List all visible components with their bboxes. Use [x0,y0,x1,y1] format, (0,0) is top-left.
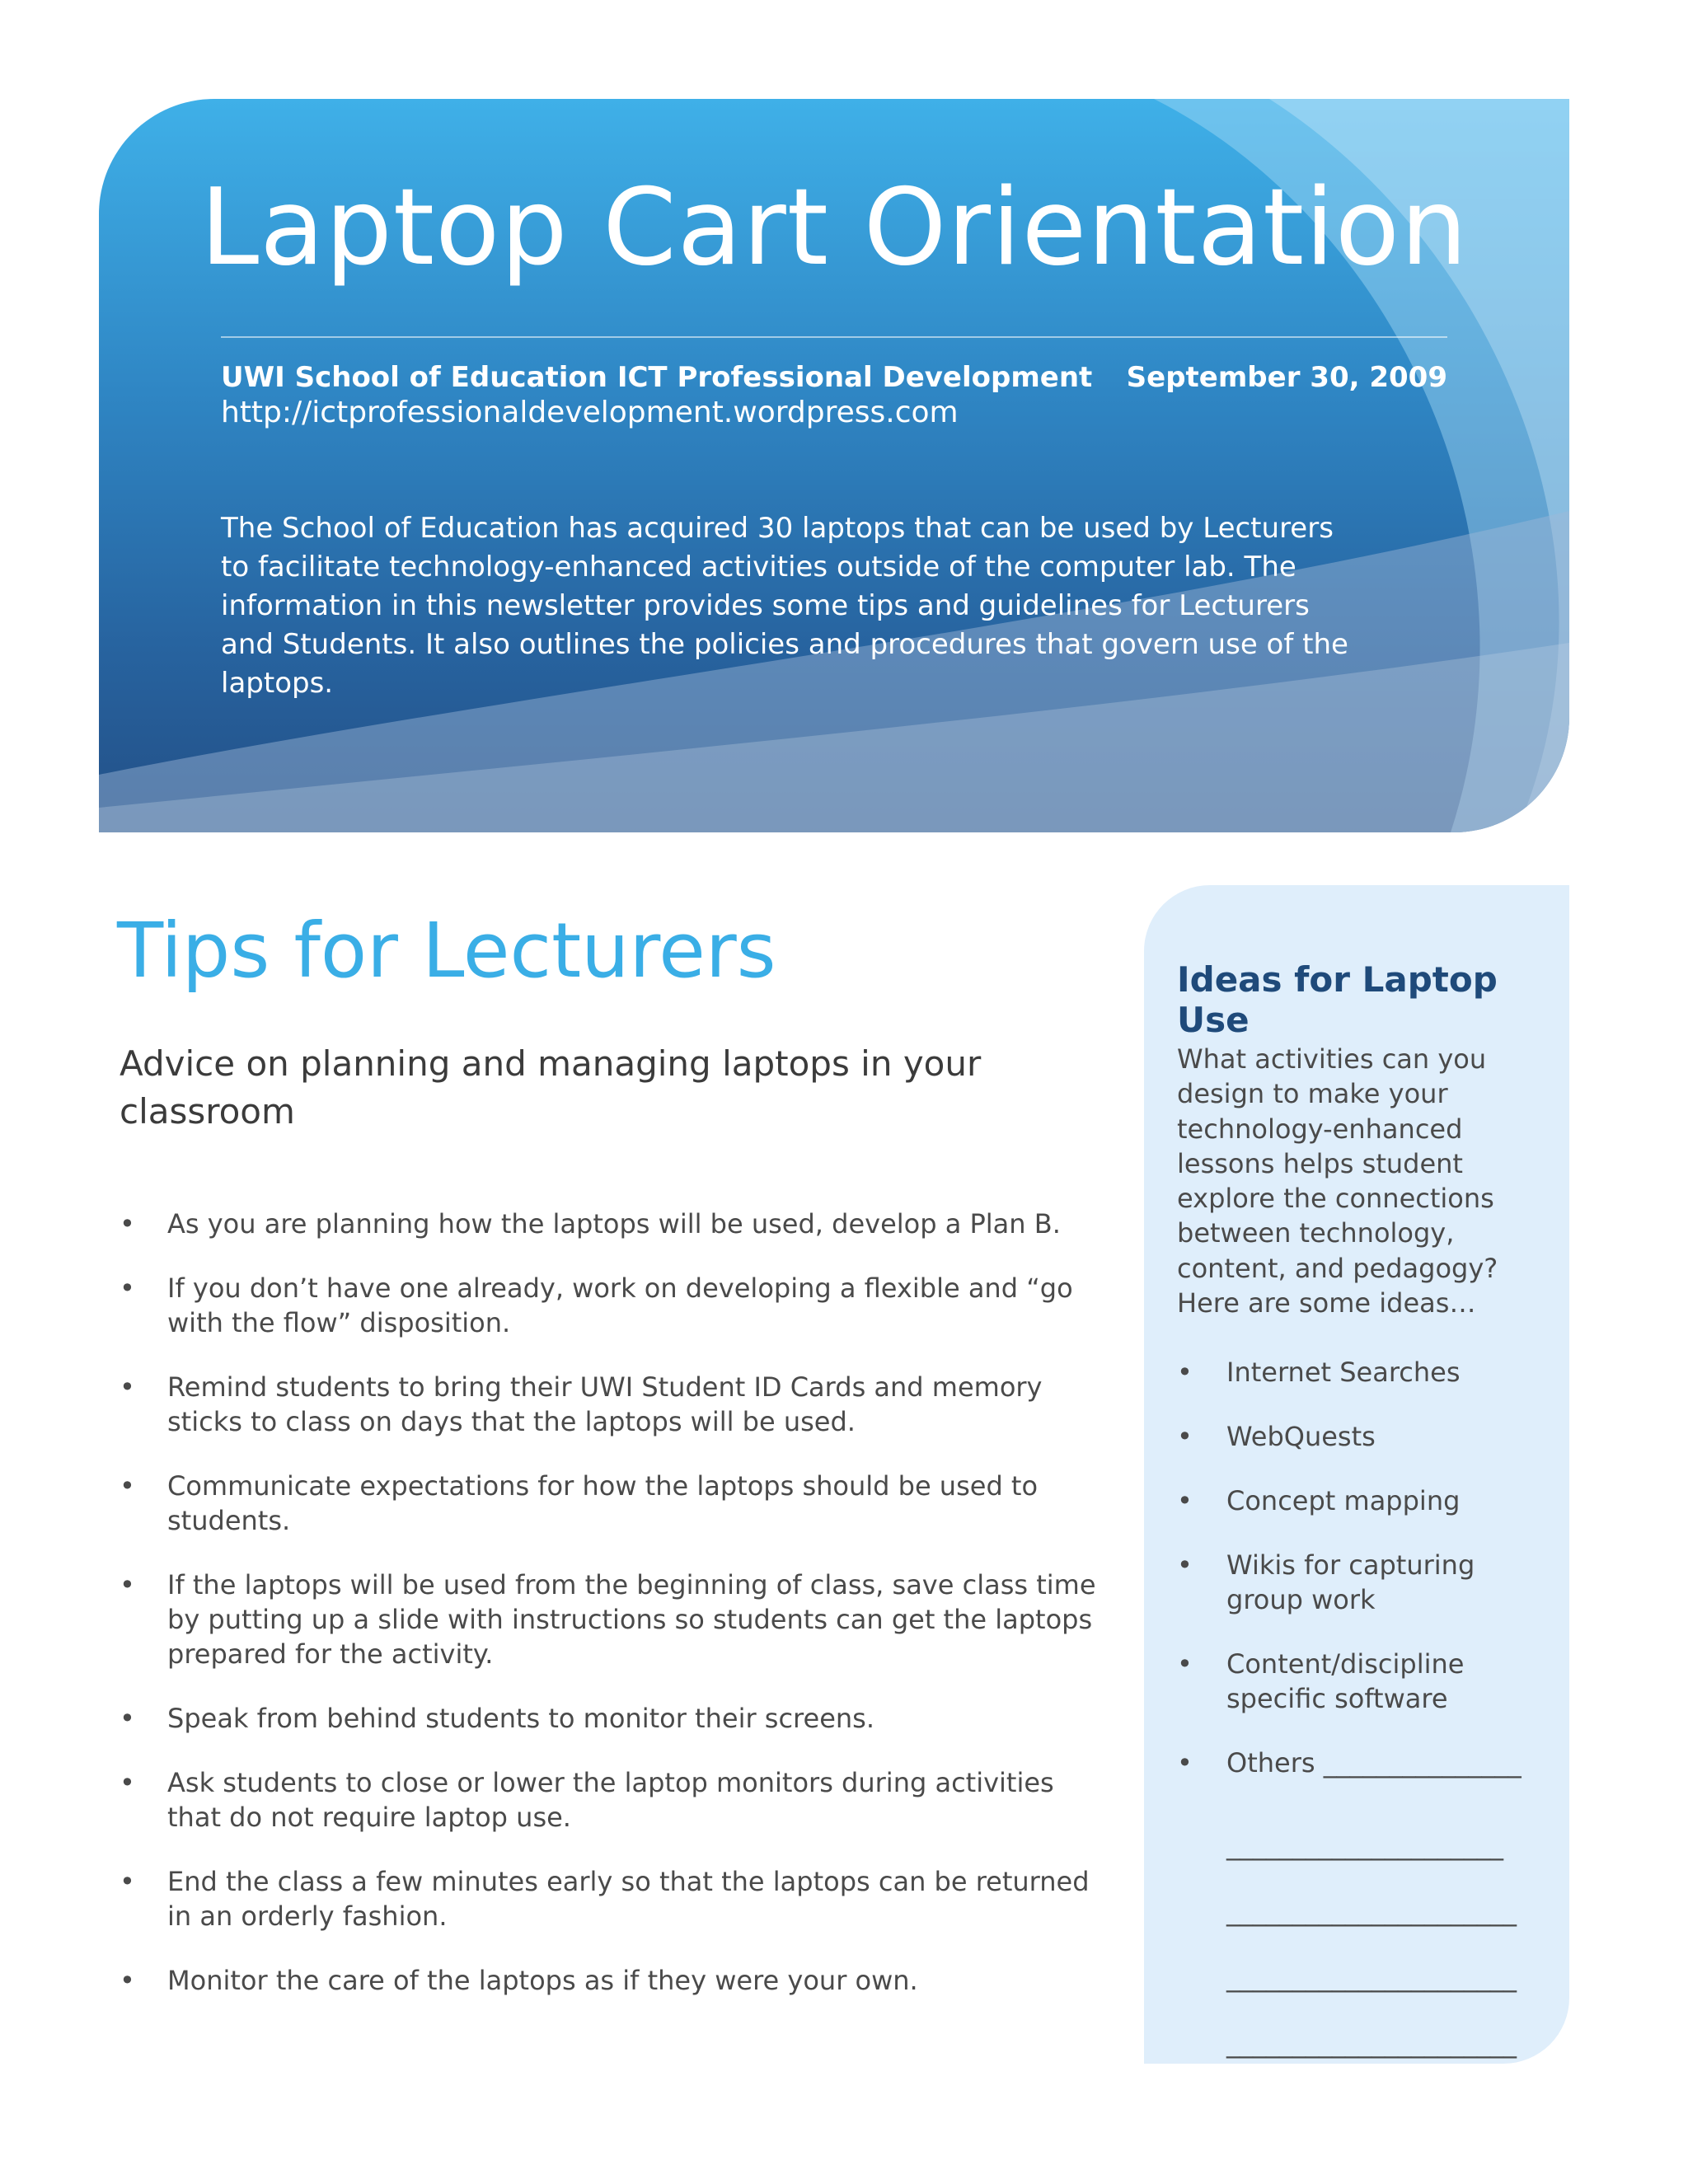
tip-text: If the laptops will be used from the beginning of class, save class time by putting up a slide with instructions so students can get the laptops prepared for the activity. [167,1569,1096,1670]
bullet: • [1177,1421,1193,1452]
list-item [1177,1746,1556,1780]
bullet: • [120,1569,135,1601]
blank-line: ______________________ [1226,2027,1517,2059]
tip-text: Communicate expectations for how the laptops should be used to students. [167,1470,1039,1536]
intro-paragraph: The School of Education has acquired 30 laptops that can be used by Lecturers to facilitate technology-enhanced activities outside of the computer lab. The information in this newsletter provides some tips and guidelines for Lecturers and Students. It also outlines the policies and procedures that govern use of the laptops. [221,512,1348,700]
tip-text: As you are planning how the laptops will be used, develop a Plan B. [167,1208,1061,1240]
tip-text: Speak from behind students to monitor their screens. [167,1703,874,1734]
idea-text: Others _______________ [1226,1747,1522,1779]
list-item [1177,1483,1556,1518]
bullet: • [120,1965,135,1996]
tips-heading: Tips for Lecturers [117,907,776,995]
list-item [120,1568,1109,1671]
bullet: • [120,1703,135,1734]
bullet: • [120,1371,135,1403]
bullet: • [120,1272,135,1304]
idea-text: Concept mapping [1226,1485,1461,1516]
tip-text: Ask students to close or lower the laptop monitors during activities that do not require laptop use. [167,1767,1054,1833]
list-item [1177,1355,1556,1390]
list-item [120,1271,1109,1340]
tip-text: If you don’t have one already, work on developing a flexible and “go with the flow” disposition. [167,1272,1073,1338]
bullet: • [120,1866,135,1897]
list-item [1177,1548,1556,1617]
list-item [120,1963,1109,1998]
bullet: • [1177,1648,1193,1680]
idea-text: Wikis for capturing group work [1226,1549,1475,1615]
list-item [120,1701,1109,1736]
list-item [120,1370,1109,1439]
list-item [120,1469,1109,1538]
newsletter-date: September 30, 2009 [1126,361,1447,394]
newsletter-title: Laptop Cart Orientation [199,166,1469,289]
header-divider [221,336,1447,338]
sidebar-heading: Ideas for Laptop Use [1177,959,1498,1040]
blank-line: ______________________ [1226,1896,1517,1927]
header-banner [99,99,1569,832]
blank-line: ______________________ [1226,1961,1517,1993]
tip-text: Monitor the care of the laptops as if they were your own. [167,1965,918,1996]
ideas-list [1177,1355,1556,1810]
bullet: • [120,1208,135,1240]
tips-list [120,1207,1109,2027]
organization-name: UWI School of Education ICT Professional Development [221,361,1093,394]
list-item [120,1864,1109,1933]
sidebar-intro: What activities can you design to make your technology-enhanced lessons helps student explore the connections between technology, content, and pedagogy? Here are some ideas… [1177,1043,1498,1319]
list-item [1177,1419,1556,1454]
bullet: • [120,1767,135,1798]
list-item [120,1765,1109,1835]
tip-text: End the class a few minutes early so that the laptops can be returned in an orderly fashion. [167,1866,1090,1932]
bullet: • [1177,1747,1193,1779]
tip-text: Remind students to bring their UWI Student ID Cards and memory sticks to class on days that the laptops will be used. [167,1371,1043,1437]
bullet: • [1177,1357,1193,1388]
list-item [1177,1647,1556,1716]
bullet: • [1177,1485,1193,1516]
ideas-sidebar [1144,885,1569,2064]
bullet: • [120,1470,135,1502]
blank-line: _____________________ [1226,1830,1503,1861]
idea-text: WebQuests [1226,1421,1376,1452]
bullet: • [1177,1549,1193,1581]
idea-text: Internet Searches [1226,1357,1461,1388]
list-item [120,1207,1109,1241]
website-url: http://ictprofessionaldevelopment.wordpress.com [221,396,959,429]
idea-text: Content/discipline specific software [1226,1648,1465,1714]
tips-subheading: Advice on planning and managing laptops in your classroom [120,1043,982,1132]
